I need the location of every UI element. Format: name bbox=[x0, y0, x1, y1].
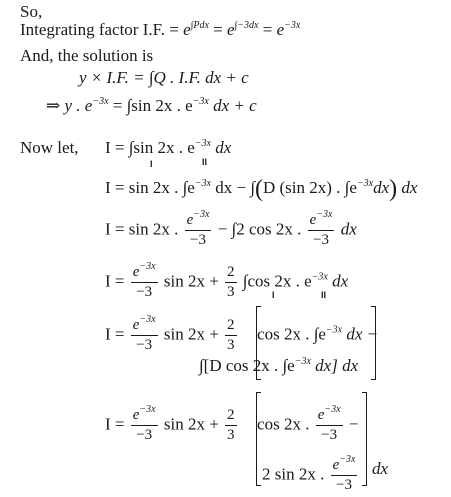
mark-first-function: I bbox=[150, 159, 153, 169]
sol2-pre: ⇒ y . e bbox=[46, 96, 93, 115]
mark-second-function: II bbox=[202, 157, 208, 167]
i8-end: dx bbox=[372, 459, 389, 478]
i5-end: dx − bbox=[346, 324, 379, 344]
if-e2: e bbox=[227, 20, 235, 39]
right-square-bracket-2 bbox=[362, 392, 367, 486]
sol2-post: = ∫sin 2x . e bbox=[112, 96, 193, 115]
i1-text: I = ∫sin 2x . e bbox=[105, 138, 195, 157]
sol2-end: dx + c bbox=[213, 96, 257, 115]
if-eq2: = bbox=[262, 20, 273, 39]
text-so: So, bbox=[20, 2, 43, 21]
i5-mid: sin 2x + bbox=[163, 324, 219, 344]
i5-pre: I = bbox=[105, 324, 125, 344]
i4-pre: I = bbox=[105, 271, 125, 291]
i2-text: I = sin 2x . ∫e bbox=[105, 178, 195, 197]
if-e3: e bbox=[276, 20, 285, 39]
step-6-line bbox=[199, 357, 358, 374]
fraction-e-over-minus3-f: $\frac{e^{-3x}}{-3}$ bbox=[317, 404, 341, 443]
i2-end: dx bbox=[373, 178, 390, 197]
step-3-line bbox=[105, 209, 357, 248]
integral-I-line bbox=[105, 139, 231, 156]
fraction-e-over-minus3-d: $\frac{e^{-3x}}{-3}$ bbox=[132, 314, 156, 353]
i8-pre: 2 sin 2x . bbox=[262, 464, 325, 484]
sol2-exp2: −3x bbox=[192, 96, 209, 107]
i6-end: dx] dx bbox=[315, 356, 359, 375]
if-exp1: ∫Pdx bbox=[190, 20, 209, 31]
sol2-exp: −3x bbox=[92, 96, 109, 107]
fraction-e-over-minus3-e: $\frac{e^{-3x}}{-3}$ bbox=[132, 404, 156, 443]
text-now-let: Now let, bbox=[20, 138, 79, 157]
mark-second-function-2: II bbox=[321, 290, 327, 300]
right-square-bracket bbox=[371, 306, 376, 380]
i2-mid: dx − ∫ bbox=[215, 178, 255, 197]
step-8-line bbox=[262, 454, 359, 493]
i4-exp: −3x bbox=[311, 271, 328, 283]
i2-d: D (sin 2x) . ∫e bbox=[262, 178, 357, 197]
fraction-two-thirds-3: $\frac{2}{3}$ bbox=[227, 407, 235, 443]
i2-exp2: −3x bbox=[356, 178, 374, 189]
fraction-two-thirds-2: $\frac{2}{3}$ bbox=[227, 317, 235, 353]
i7-pre: I = bbox=[105, 414, 125, 434]
i2-exp: −3x bbox=[194, 178, 211, 189]
step-5-line bbox=[105, 314, 379, 353]
if-eq1: = bbox=[213, 20, 223, 39]
fraction-e-over-minus3-c: $\frac{e^{-3x}}{-3}$ bbox=[132, 261, 156, 300]
i2-rparen: ) bbox=[389, 176, 398, 202]
step-4-line bbox=[105, 261, 349, 300]
solution-general-line: y × I.F. = ∫Q . I.F. dx + c bbox=[79, 68, 249, 87]
i2-dx: dx bbox=[401, 178, 418, 197]
i6-exp: −3x bbox=[294, 356, 311, 367]
if-e1: e bbox=[183, 20, 191, 39]
i5-bracket-content: cos 2x . ∫e bbox=[257, 324, 326, 344]
i4-end: dx bbox=[332, 271, 349, 291]
integration-by-parts-line bbox=[105, 177, 417, 201]
i1-end: dx bbox=[215, 138, 232, 157]
step-7-line bbox=[105, 404, 359, 443]
fraction-e-over-minus3-b: $\frac{e^{-3x}}{-3}$ bbox=[309, 209, 333, 248]
text-and-solution: And, the solution is bbox=[20, 46, 154, 65]
mark-first-function-2: I bbox=[272, 290, 275, 300]
i3-pre: I = sin 2x . bbox=[105, 219, 179, 239]
i3-mid: − ∫2 cos 2x . bbox=[217, 219, 302, 239]
i2-lparen: ( bbox=[254, 176, 263, 202]
i1-exp: −3x bbox=[194, 138, 211, 149]
if-exp3: −3x bbox=[284, 20, 301, 31]
i4-mid: sin 2x + bbox=[163, 271, 219, 291]
i7-end: − bbox=[348, 414, 359, 434]
fraction-e-over-minus3: $\frac{e^{-3x}}{-3}$ bbox=[186, 209, 210, 248]
fraction-e-over-minus3-g: $\frac{e^{-3x}}{-3}$ bbox=[332, 454, 356, 493]
i7-mid: sin 2x + bbox=[163, 414, 219, 434]
if-label: Integrating factor I.F. = bbox=[20, 20, 179, 39]
integrating-factor-line bbox=[20, 21, 300, 38]
solution-specific-line bbox=[46, 97, 257, 114]
i6-text: ∫[D cos 2x . ∫e bbox=[199, 356, 295, 375]
i3-end: dx bbox=[340, 219, 357, 239]
fraction-two-thirds: $\frac{2}{3}$ bbox=[227, 264, 235, 300]
i5-exp: −3x bbox=[325, 324, 343, 336]
i7-bracket-content: cos 2x . bbox=[257, 414, 310, 434]
if-exp2: ∫−3dx bbox=[234, 20, 259, 31]
i4-int: ∫cos 2x . e bbox=[242, 271, 312, 291]
left-square-bracket-2 bbox=[256, 392, 261, 486]
